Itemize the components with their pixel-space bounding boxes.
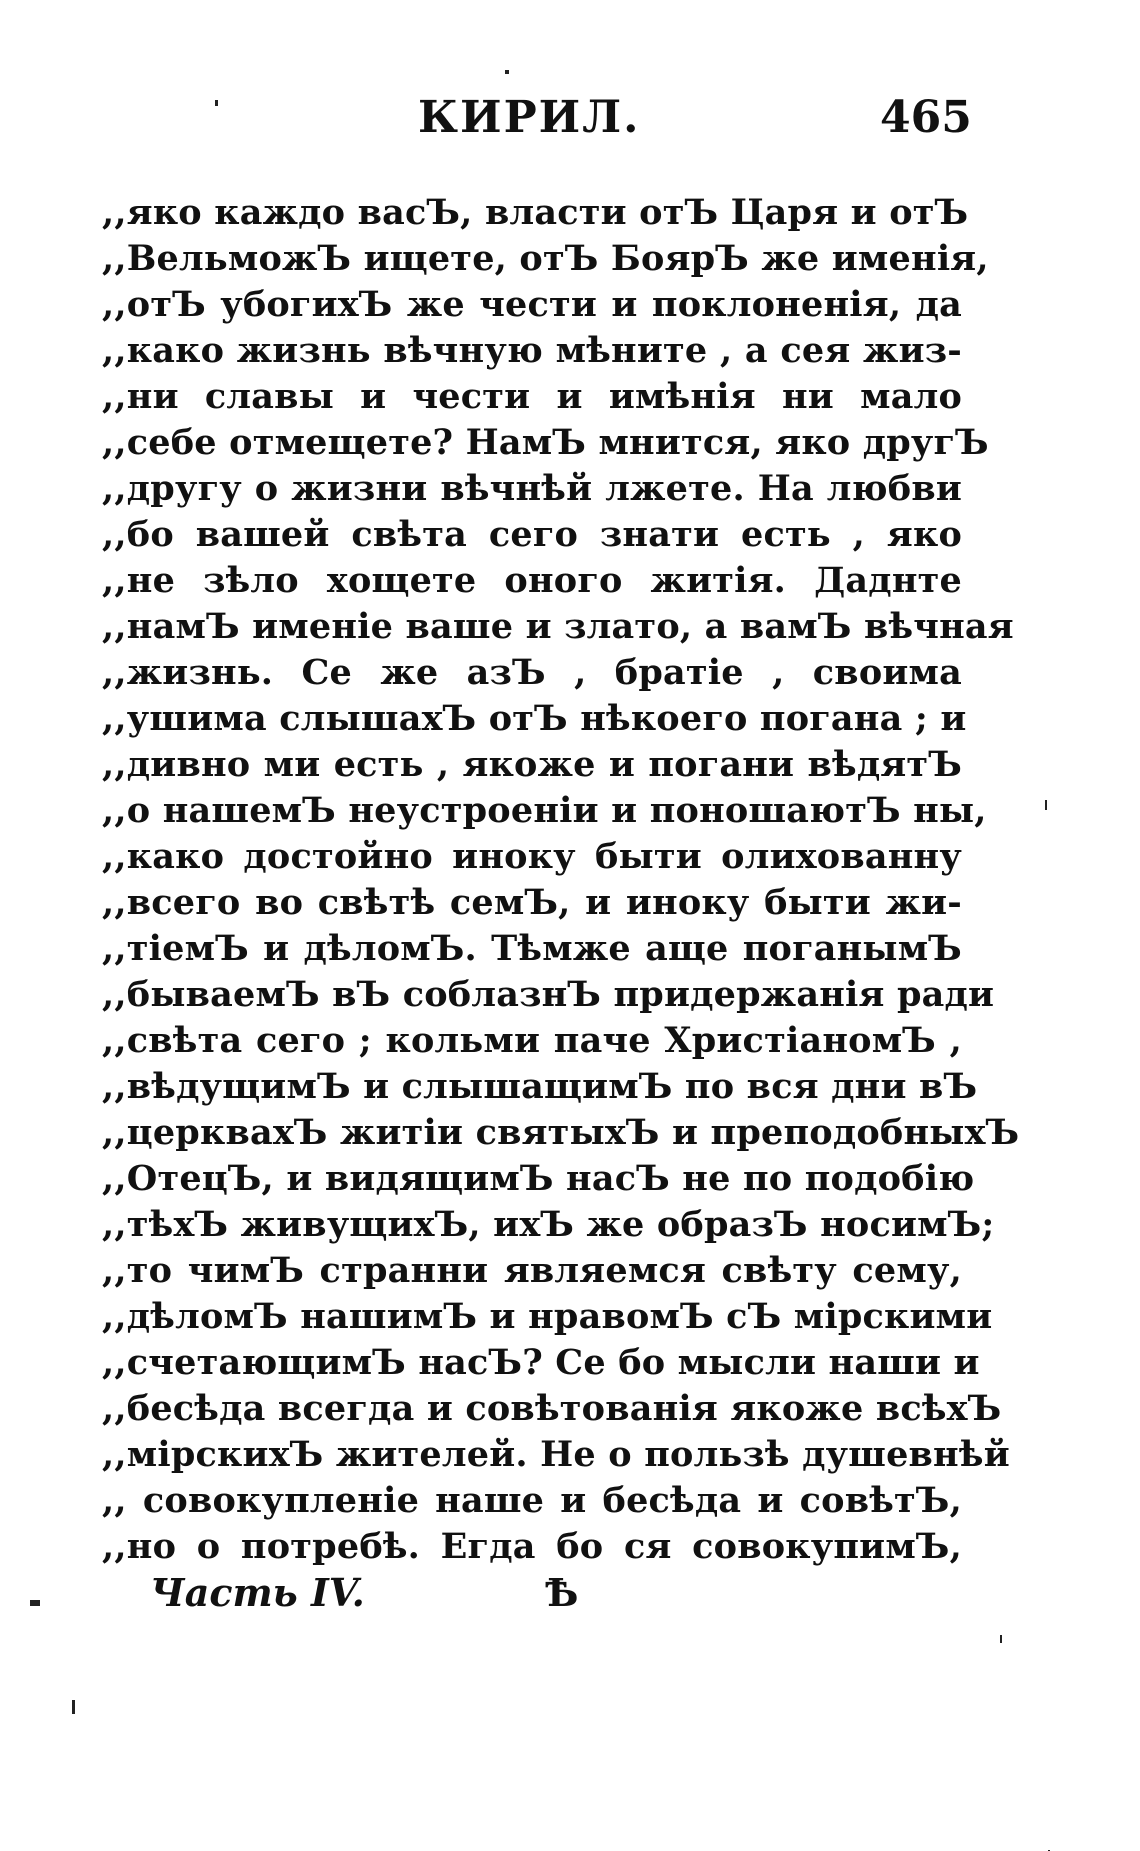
scan-speck bbox=[1000, 1635, 1002, 1643]
text-line: ,,вѣдущимЪ и слышащимЪ по вся дни вЪ bbox=[102, 1066, 978, 1107]
text-line: ,,дивно ми есть , якоже и погани вѣдятЪ bbox=[102, 744, 962, 785]
text-line: ,,себе отмещете? НамЪ мнится, яко другЪ bbox=[102, 422, 989, 463]
text-line: ,,ВельможЪ ищете, отЪ БоярЪ же именія, bbox=[102, 238, 989, 279]
text-line: ,,намЪ именіе ваше и злато, а вамЪ вѣчная bbox=[102, 606, 1014, 647]
text-line: ,,бесѣда всегда и совѣтованія якоже всѣхЪ bbox=[102, 1388, 1002, 1429]
body-text bbox=[102, 190, 1020, 1570]
page-number: 465 bbox=[880, 92, 972, 143]
scan-speck bbox=[1045, 800, 1047, 810]
text-line: ,,жизнь. Се же азЪ , братіе , своима bbox=[102, 652, 962, 693]
text-line: ,,всего во свѣтѣ семЪ, и иноку быти жи- bbox=[102, 882, 962, 923]
text-line: ,,яко каждо васЪ, власти отЪ Царя и отЪ bbox=[102, 192, 969, 233]
page-footer bbox=[150, 1570, 850, 1620]
text-line: ,,како достойно иноку быти олихованну bbox=[102, 836, 962, 877]
text-line: ,,како жизнь вѣчную мѣните , а сея жиз- bbox=[102, 330, 962, 371]
text-line: ,,дѣломЪ нашимЪ и нравомЪ сЪ мірскими bbox=[102, 1296, 993, 1337]
text-line: ,,бываемЪ вЪ соблазнЪ придержанія ради bbox=[102, 974, 995, 1015]
running-title: КИРИЛ. bbox=[418, 92, 641, 143]
scan-speck bbox=[505, 70, 509, 74]
text-line: ,,но о потребѣ. Егда бо ся совокупимЪ, bbox=[102, 1526, 962, 1567]
text-line: ,,не зѣло хощете оного житія. Даднте bbox=[102, 560, 962, 601]
text-line: ,,то чимЪ странни являемся свѣту сему, bbox=[102, 1250, 962, 1291]
gathering-letter: Ѣ bbox=[545, 1570, 579, 1615]
text-line: ,,другу о жизни вѣчнѣй лжете. На любви bbox=[102, 468, 962, 509]
text-line: ,,ни славы и чести и имѣнія ни мало bbox=[102, 376, 962, 417]
text-line: ,,тіемЪ и дѣломЪ. Тѣмже аще поганымЪ bbox=[102, 928, 962, 969]
text-line: ,,счетающимЪ насЪ? Се бо мысли наши и bbox=[102, 1342, 980, 1383]
scan-speck bbox=[30, 1600, 40, 1606]
running-head bbox=[0, 92, 1140, 152]
text-line: ,,ушима слышахЪ отЪ нѣкоего погана ; и bbox=[102, 698, 967, 739]
text-line: ,,свѣта сего ; кольми паче ХристіаномЪ , bbox=[102, 1020, 962, 1061]
scan-speck bbox=[215, 100, 218, 106]
text-line: ,,отЪ убогихЪ же чести и поклоненія, да bbox=[102, 284, 962, 325]
text-line: ,,ОтецЪ, и видящимЪ насЪ не по подобію bbox=[102, 1158, 975, 1199]
text-line: ,,тѣхЪ живущихЪ, ихЪ же образЪ носимЪ; bbox=[102, 1204, 995, 1245]
text-line: ,, совокупленіе наше и бесѣда и совѣтЪ, bbox=[102, 1480, 962, 1521]
scan-speck bbox=[72, 1700, 75, 1714]
text-line: ,,о нашемЪ неустроеніи и поношаютЪ ны, bbox=[102, 790, 987, 831]
text-line: ,,мірскихЪ жителей. Не о пользѣ душевнѣй bbox=[102, 1434, 1010, 1475]
text-line: ,,бо вашей свѣта сего знати есть , яко bbox=[102, 514, 962, 555]
signature-mark: Часть IV. bbox=[150, 1570, 365, 1615]
text-line: ,,церквахЪ житіи святыхЪ и преподобныхЪ bbox=[102, 1112, 1020, 1153]
